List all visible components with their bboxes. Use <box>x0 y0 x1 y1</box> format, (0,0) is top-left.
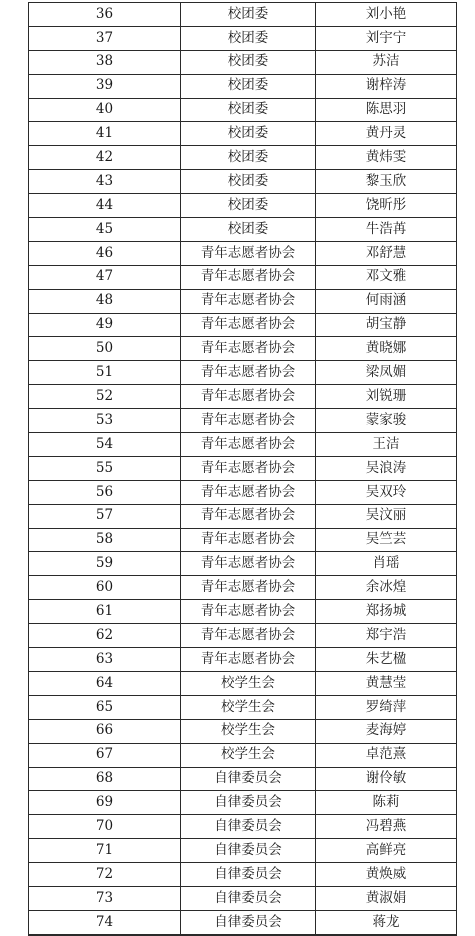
member-name-cell: 梁凤媚 <box>316 361 457 385</box>
member-name-cell: 黄晓娜 <box>316 337 457 361</box>
row-number-cell: 53 <box>29 409 181 433</box>
organization-cell: 青年志愿者协会 <box>181 313 316 337</box>
row-number-cell: 41 <box>29 122 181 146</box>
table-row <box>29 289 457 313</box>
row-number-cell: 67 <box>29 743 181 767</box>
row-number-cell: 64 <box>29 671 181 695</box>
member-name-cell: 饶昕彤 <box>316 194 457 218</box>
row-number-cell: 69 <box>29 791 181 815</box>
table-row <box>29 194 457 218</box>
organization-cell: 青年志愿者协会 <box>181 456 316 480</box>
member-name-cell: 郑宇浩 <box>316 624 457 648</box>
table-row <box>29 265 457 289</box>
row-number-cell: 47 <box>29 265 181 289</box>
table-row <box>29 576 457 600</box>
table-row <box>29 743 457 767</box>
row-number-cell: 73 <box>29 886 181 910</box>
row-number-cell: 74 <box>29 910 181 934</box>
roster-table <box>28 2 457 936</box>
row-number-cell: 39 <box>29 74 181 98</box>
member-name-cell: 黄淑娟 <box>316 886 457 910</box>
table-row <box>29 863 457 887</box>
organization-cell: 青年志愿者协会 <box>181 433 316 457</box>
row-number-cell: 65 <box>29 695 181 719</box>
row-number-cell: 71 <box>29 839 181 863</box>
table-row <box>29 361 457 385</box>
organization-cell: 校团委 <box>181 122 316 146</box>
row-number-cell: 51 <box>29 361 181 385</box>
row-number-cell: 60 <box>29 576 181 600</box>
organization-cell: 青年志愿者协会 <box>181 361 316 385</box>
member-name-cell: 吴汶丽 <box>316 504 457 528</box>
table-row <box>29 480 457 504</box>
row-number-cell: 72 <box>29 863 181 887</box>
row-number-cell: 55 <box>29 456 181 480</box>
organization-cell: 自律委员会 <box>181 791 316 815</box>
row-number-cell: 43 <box>29 170 181 194</box>
row-number-cell: 44 <box>29 194 181 218</box>
table-row <box>29 456 457 480</box>
organization-cell: 青年志愿者协会 <box>181 648 316 672</box>
organization-cell: 校团委 <box>181 218 316 242</box>
row-number-cell: 54 <box>29 433 181 457</box>
row-number-cell: 46 <box>29 241 181 265</box>
table-row <box>29 337 457 361</box>
member-name-cell: 黎玉欣 <box>316 170 457 194</box>
organization-cell: 自律委员会 <box>181 767 316 791</box>
member-name-cell: 苏洁 <box>316 50 457 74</box>
table-row <box>29 815 457 839</box>
row-number-cell: 57 <box>29 504 181 528</box>
table-row <box>29 695 457 719</box>
organization-cell: 青年志愿者协会 <box>181 241 316 265</box>
organization-cell: 校团委 <box>181 170 316 194</box>
organization-cell: 校团委 <box>181 74 316 98</box>
member-name-cell: 何雨涵 <box>316 289 457 313</box>
table-row <box>29 385 457 409</box>
organization-cell: 校团委 <box>181 146 316 170</box>
member-name-cell: 肖瑶 <box>316 552 457 576</box>
row-number-cell: 48 <box>29 289 181 313</box>
row-number-cell: 45 <box>29 218 181 242</box>
organization-cell: 校团委 <box>181 194 316 218</box>
table-row <box>29 648 457 672</box>
member-name-cell: 邓舒慧 <box>316 241 457 265</box>
organization-cell: 自律委员会 <box>181 839 316 863</box>
row-number-cell: 36 <box>29 3 181 27</box>
member-name-cell: 朱艺楹 <box>316 648 457 672</box>
table-row <box>29 98 457 122</box>
member-name-cell: 吴浪涛 <box>316 456 457 480</box>
member-name-cell: 余冰煌 <box>316 576 457 600</box>
roster-table-body <box>29 3 457 935</box>
table-row <box>29 122 457 146</box>
member-name-cell: 谢伶敏 <box>316 767 457 791</box>
member-name-cell: 郑扬城 <box>316 600 457 624</box>
member-name-cell: 麦海婷 <box>316 719 457 743</box>
member-name-cell: 陈莉 <box>316 791 457 815</box>
organization-cell: 自律委员会 <box>181 886 316 910</box>
member-name-cell: 陈思羽 <box>316 98 457 122</box>
table-row <box>29 767 457 791</box>
row-number-cell: 40 <box>29 98 181 122</box>
table-row <box>29 3 457 27</box>
organization-cell: 校团委 <box>181 26 316 50</box>
organization-cell: 自律委员会 <box>181 863 316 887</box>
member-name-cell: 罗绮萍 <box>316 695 457 719</box>
row-number-cell: 59 <box>29 552 181 576</box>
table-row <box>29 671 457 695</box>
organization-cell: 校学生会 <box>181 719 316 743</box>
table-row <box>29 26 457 50</box>
organization-cell: 青年志愿者协会 <box>181 624 316 648</box>
row-number-cell: 70 <box>29 815 181 839</box>
table-row <box>29 624 457 648</box>
table-row <box>29 910 457 934</box>
table-row <box>29 528 457 552</box>
member-name-cell: 邓文雅 <box>316 265 457 289</box>
table-row <box>29 50 457 74</box>
table-row <box>29 74 457 98</box>
member-name-cell: 刘锐珊 <box>316 385 457 409</box>
member-name-cell: 蒙家骏 <box>316 409 457 433</box>
organization-cell: 校学生会 <box>181 695 316 719</box>
member-name-cell: 刘宇宁 <box>316 26 457 50</box>
table-row <box>29 504 457 528</box>
row-number-cell: 50 <box>29 337 181 361</box>
organization-cell: 校学生会 <box>181 743 316 767</box>
table-row <box>29 409 457 433</box>
member-name-cell: 黄丹灵 <box>316 122 457 146</box>
table-row <box>29 552 457 576</box>
row-number-cell: 68 <box>29 767 181 791</box>
member-name-cell: 蒋龙 <box>316 910 457 934</box>
row-number-cell: 38 <box>29 50 181 74</box>
organization-cell: 青年志愿者协会 <box>181 385 316 409</box>
member-name-cell: 王洁 <box>316 433 457 457</box>
member-name-cell: 卓范熹 <box>316 743 457 767</box>
organization-cell: 青年志愿者协会 <box>181 504 316 528</box>
organization-cell: 青年志愿者协会 <box>181 600 316 624</box>
organization-cell: 校学生会 <box>181 671 316 695</box>
row-number-cell: 49 <box>29 313 181 337</box>
row-number-cell: 58 <box>29 528 181 552</box>
row-number-cell: 42 <box>29 146 181 170</box>
organization-cell: 青年志愿者协会 <box>181 265 316 289</box>
member-name-cell: 高鲜亮 <box>316 839 457 863</box>
organization-cell: 自律委员会 <box>181 815 316 839</box>
row-number-cell: 37 <box>29 26 181 50</box>
organization-cell: 青年志愿者协会 <box>181 528 316 552</box>
organization-cell: 青年志愿者协会 <box>181 337 316 361</box>
row-number-cell: 66 <box>29 719 181 743</box>
table-row <box>29 600 457 624</box>
table-row <box>29 146 457 170</box>
table-row <box>29 241 457 265</box>
organization-cell: 青年志愿者协会 <box>181 480 316 504</box>
table-row <box>29 886 457 910</box>
table-row <box>29 170 457 194</box>
organization-cell: 青年志愿者协会 <box>181 289 316 313</box>
table-row <box>29 791 457 815</box>
row-number-cell: 63 <box>29 648 181 672</box>
member-name-cell: 牛浩苒 <box>316 218 457 242</box>
row-number-cell: 62 <box>29 624 181 648</box>
member-name-cell: 吴竺芸 <box>316 528 457 552</box>
table-row <box>29 313 457 337</box>
member-name-cell: 黄慧莹 <box>316 671 457 695</box>
organization-cell: 校团委 <box>181 3 316 27</box>
row-number-cell: 56 <box>29 480 181 504</box>
table-row <box>29 218 457 242</box>
organization-cell: 青年志愿者协会 <box>181 552 316 576</box>
organization-cell: 青年志愿者协会 <box>181 576 316 600</box>
member-name-cell: 吴双玲 <box>316 480 457 504</box>
organization-cell: 青年志愿者协会 <box>181 409 316 433</box>
table-row <box>29 839 457 863</box>
member-name-cell: 冯碧燕 <box>316 815 457 839</box>
organization-cell: 校团委 <box>181 50 316 74</box>
roster-table-container <box>28 2 456 936</box>
member-name-cell: 刘小艳 <box>316 3 457 27</box>
table-row <box>29 719 457 743</box>
member-name-cell: 胡宝静 <box>316 313 457 337</box>
organization-cell: 校团委 <box>181 98 316 122</box>
row-number-cell: 61 <box>29 600 181 624</box>
row-number-cell: 52 <box>29 385 181 409</box>
member-name-cell: 黄炜雯 <box>316 146 457 170</box>
member-name-cell: 黄焕威 <box>316 863 457 887</box>
member-name-cell: 谢梓涛 <box>316 74 457 98</box>
table-row <box>29 433 457 457</box>
organization-cell: 自律委员会 <box>181 910 316 934</box>
